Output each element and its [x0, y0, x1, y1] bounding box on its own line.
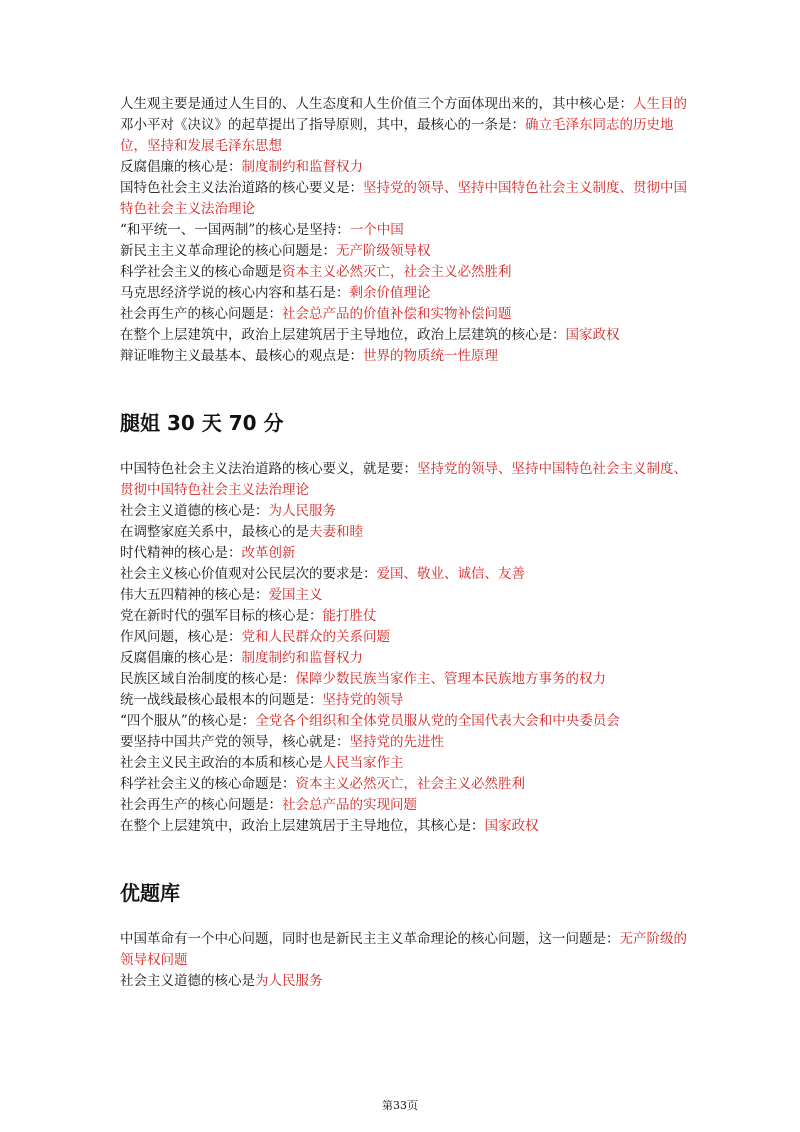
answer-text: 爱国主义: [268, 587, 323, 603]
question-text: 马克思经济学说的核心内容和基石是：: [120, 285, 350, 301]
question-text: 辩证唯物主义最基本、最核心的观点是：: [120, 348, 363, 364]
question-text: “和平统一、一国两制”的核心是坚持：: [120, 222, 350, 238]
question-text: 党在新时代的强军目标的核心是：: [120, 608, 323, 624]
qa-item: [120, 564, 690, 585]
heading-youtiku: 优题库: [120, 881, 180, 905]
answer-text: 一个中国: [349, 222, 404, 238]
answer-text: 人生目的: [633, 96, 687, 112]
document-page: [120, 94, 690, 992]
answer-text: 夫妻和睦: [309, 524, 363, 540]
answer-text: 坚持党的领导、坚持中国特色社会主义制度、贯彻中国特色社会主义法治理论: [120, 180, 687, 217]
qa-item: [120, 711, 690, 732]
answer-text: 资本主义必然灭亡，社会主义必然胜利: [282, 264, 512, 280]
qa-item: [120, 606, 690, 627]
question-text: 社会主义道德的核心是：: [120, 503, 269, 519]
answer-text: 坚持党的领导: [322, 692, 404, 708]
qa-item: [120, 522, 690, 543]
question-text: 在调整家庭关系中，最核心的是: [120, 524, 309, 540]
qa-item: [120, 346, 690, 367]
qa-item: [120, 648, 690, 669]
question-text: 科学社会主义的核心命题是：: [120, 776, 296, 792]
question-text: “四个服从”的核心是：: [120, 713, 256, 729]
qa-item: [120, 94, 690, 115]
question-text: 作风问题，核心是：: [120, 629, 242, 645]
question-text: 统一战线最核心最根本的问题是：: [120, 692, 323, 708]
qa-item: [120, 774, 690, 795]
answer-text: 改革创新: [241, 545, 296, 561]
heading-tuijie: 腿姐 30 天 70 分: [120, 411, 284, 435]
answer-text: 能打胜仗: [322, 608, 377, 624]
answer-text: 社会总产品的价值补偿和实物补偿问题: [282, 306, 512, 322]
question-text: 社会再生产的核心问题是：: [120, 306, 282, 322]
question-text: 要坚持中国共产党的领导，核心就是：: [120, 734, 350, 750]
answer-text: 确立毛泽东同志的历史地位，坚持和发展毛泽东思想: [120, 117, 674, 154]
qa-item: [120, 732, 690, 753]
question-text: 民族区域自治制度的核心是：: [120, 671, 296, 687]
qa-item: [120, 669, 690, 690]
qa-item: [120, 929, 690, 971]
question-text: 科学社会主义的核心命题是: [120, 264, 282, 280]
qa-item: [120, 157, 690, 178]
qa-item: [120, 971, 690, 992]
qa-item: [120, 543, 690, 564]
answer-text: 制度制约和监督权力: [241, 650, 363, 666]
page-number: 第33页: [382, 1099, 418, 1112]
question-text: 社会主义民主政治的本质和核心是: [120, 755, 323, 771]
qa-item: [120, 816, 690, 837]
answer-text: 社会总产品的实现问题: [282, 797, 417, 813]
answer-text: 国家政权: [484, 818, 539, 834]
answer-text: 保障少数民族当家作主、管理本民族地方事务的权力: [295, 671, 606, 687]
qa-item: [120, 220, 690, 241]
answer-text: 世界的物质统一性原理: [363, 348, 498, 364]
question-text: 在整个上层建筑中，政治上层建筑居于主导地位，其核心是：: [120, 818, 485, 834]
question-text: 反腐倡廉的核心是：: [120, 159, 242, 175]
question-text: 社会主义道德的核心是: [120, 973, 255, 989]
question-text: 新民主主义革命理论的核心问题是：: [120, 243, 336, 259]
question-text: 中国革命有一个中心问题，同时也是新民主主义革命理论的核心问题，这一问题是：: [120, 931, 620, 947]
answer-text: 为人民服务: [255, 973, 323, 989]
answer-text: 无产阶级的领导权问题: [120, 931, 687, 968]
answer-text: 坚持党的领导、坚持中国特色社会主义制度、贯彻中国特色社会主义法治理论: [120, 461, 687, 498]
question-text: 在整个上层建筑中，政治上层建筑居于主导地位，政治上层建筑的核心是：: [120, 327, 566, 343]
qa-item: [120, 690, 690, 711]
qa-item: [120, 115, 690, 157]
question-text: 反腐倡廉的核心是：: [120, 650, 242, 666]
question-text: 邓小平对《决议》的起草提出了指导原则，其中，最核心的一条是：: [120, 117, 525, 133]
answer-text: 国家政权: [565, 327, 620, 343]
qa-item: [120, 627, 690, 648]
question-text: 社会主义核心价值观对公民层次的要求是：: [120, 566, 377, 582]
answer-text: 剩余价值理论: [349, 285, 431, 301]
question-text: 社会再生产的核心问题是：: [120, 797, 282, 813]
answer-text: 爱国、敬业、诚信、友善: [376, 566, 525, 582]
answer-text: 党和人民群众的关系问题: [241, 629, 390, 645]
answer-text: 制度制约和监督权力: [241, 159, 363, 175]
qa-item: [120, 459, 690, 501]
answer-text: 无产阶级领导权: [336, 243, 431, 259]
qa-item: [120, 753, 690, 774]
question-text: 中国特色社会主义法治道路的核心要义，就是要：: [120, 461, 417, 477]
qa-item: [120, 283, 690, 304]
section-youtiku: [120, 929, 690, 992]
section-tuijie: [120, 459, 690, 837]
question-text: 国特色社会主义法治道路的核心要义是：: [120, 180, 363, 196]
qa-item: [120, 501, 690, 522]
qa-item: [120, 241, 690, 262]
question-text: 人生观主要是通过人生目的、人生态度和人生价值三个方面体现出来的，其中核心是：: [120, 96, 633, 112]
qa-item: [120, 795, 690, 816]
answer-text: 坚持党的先进性: [349, 734, 444, 750]
qa-item: [120, 585, 690, 606]
question-text: 伟大五四精神的核心是：: [120, 587, 269, 603]
answer-text: 全党各个组织和全体党员服从党的全国代表大会和中央委员会: [255, 713, 620, 729]
answer-text: 为人民服务: [268, 503, 336, 519]
qa-item: [120, 304, 690, 325]
qa-item: [120, 178, 690, 220]
qa-item: [120, 262, 690, 283]
section-core-concepts: [120, 94, 690, 367]
answer-text: 人民当家作主: [322, 755, 404, 771]
answer-text: 资本主义必然灭亡，社会主义必然胜利: [295, 776, 525, 792]
qa-item: [120, 325, 690, 346]
question-text: 时代精神的核心是：: [120, 545, 242, 561]
